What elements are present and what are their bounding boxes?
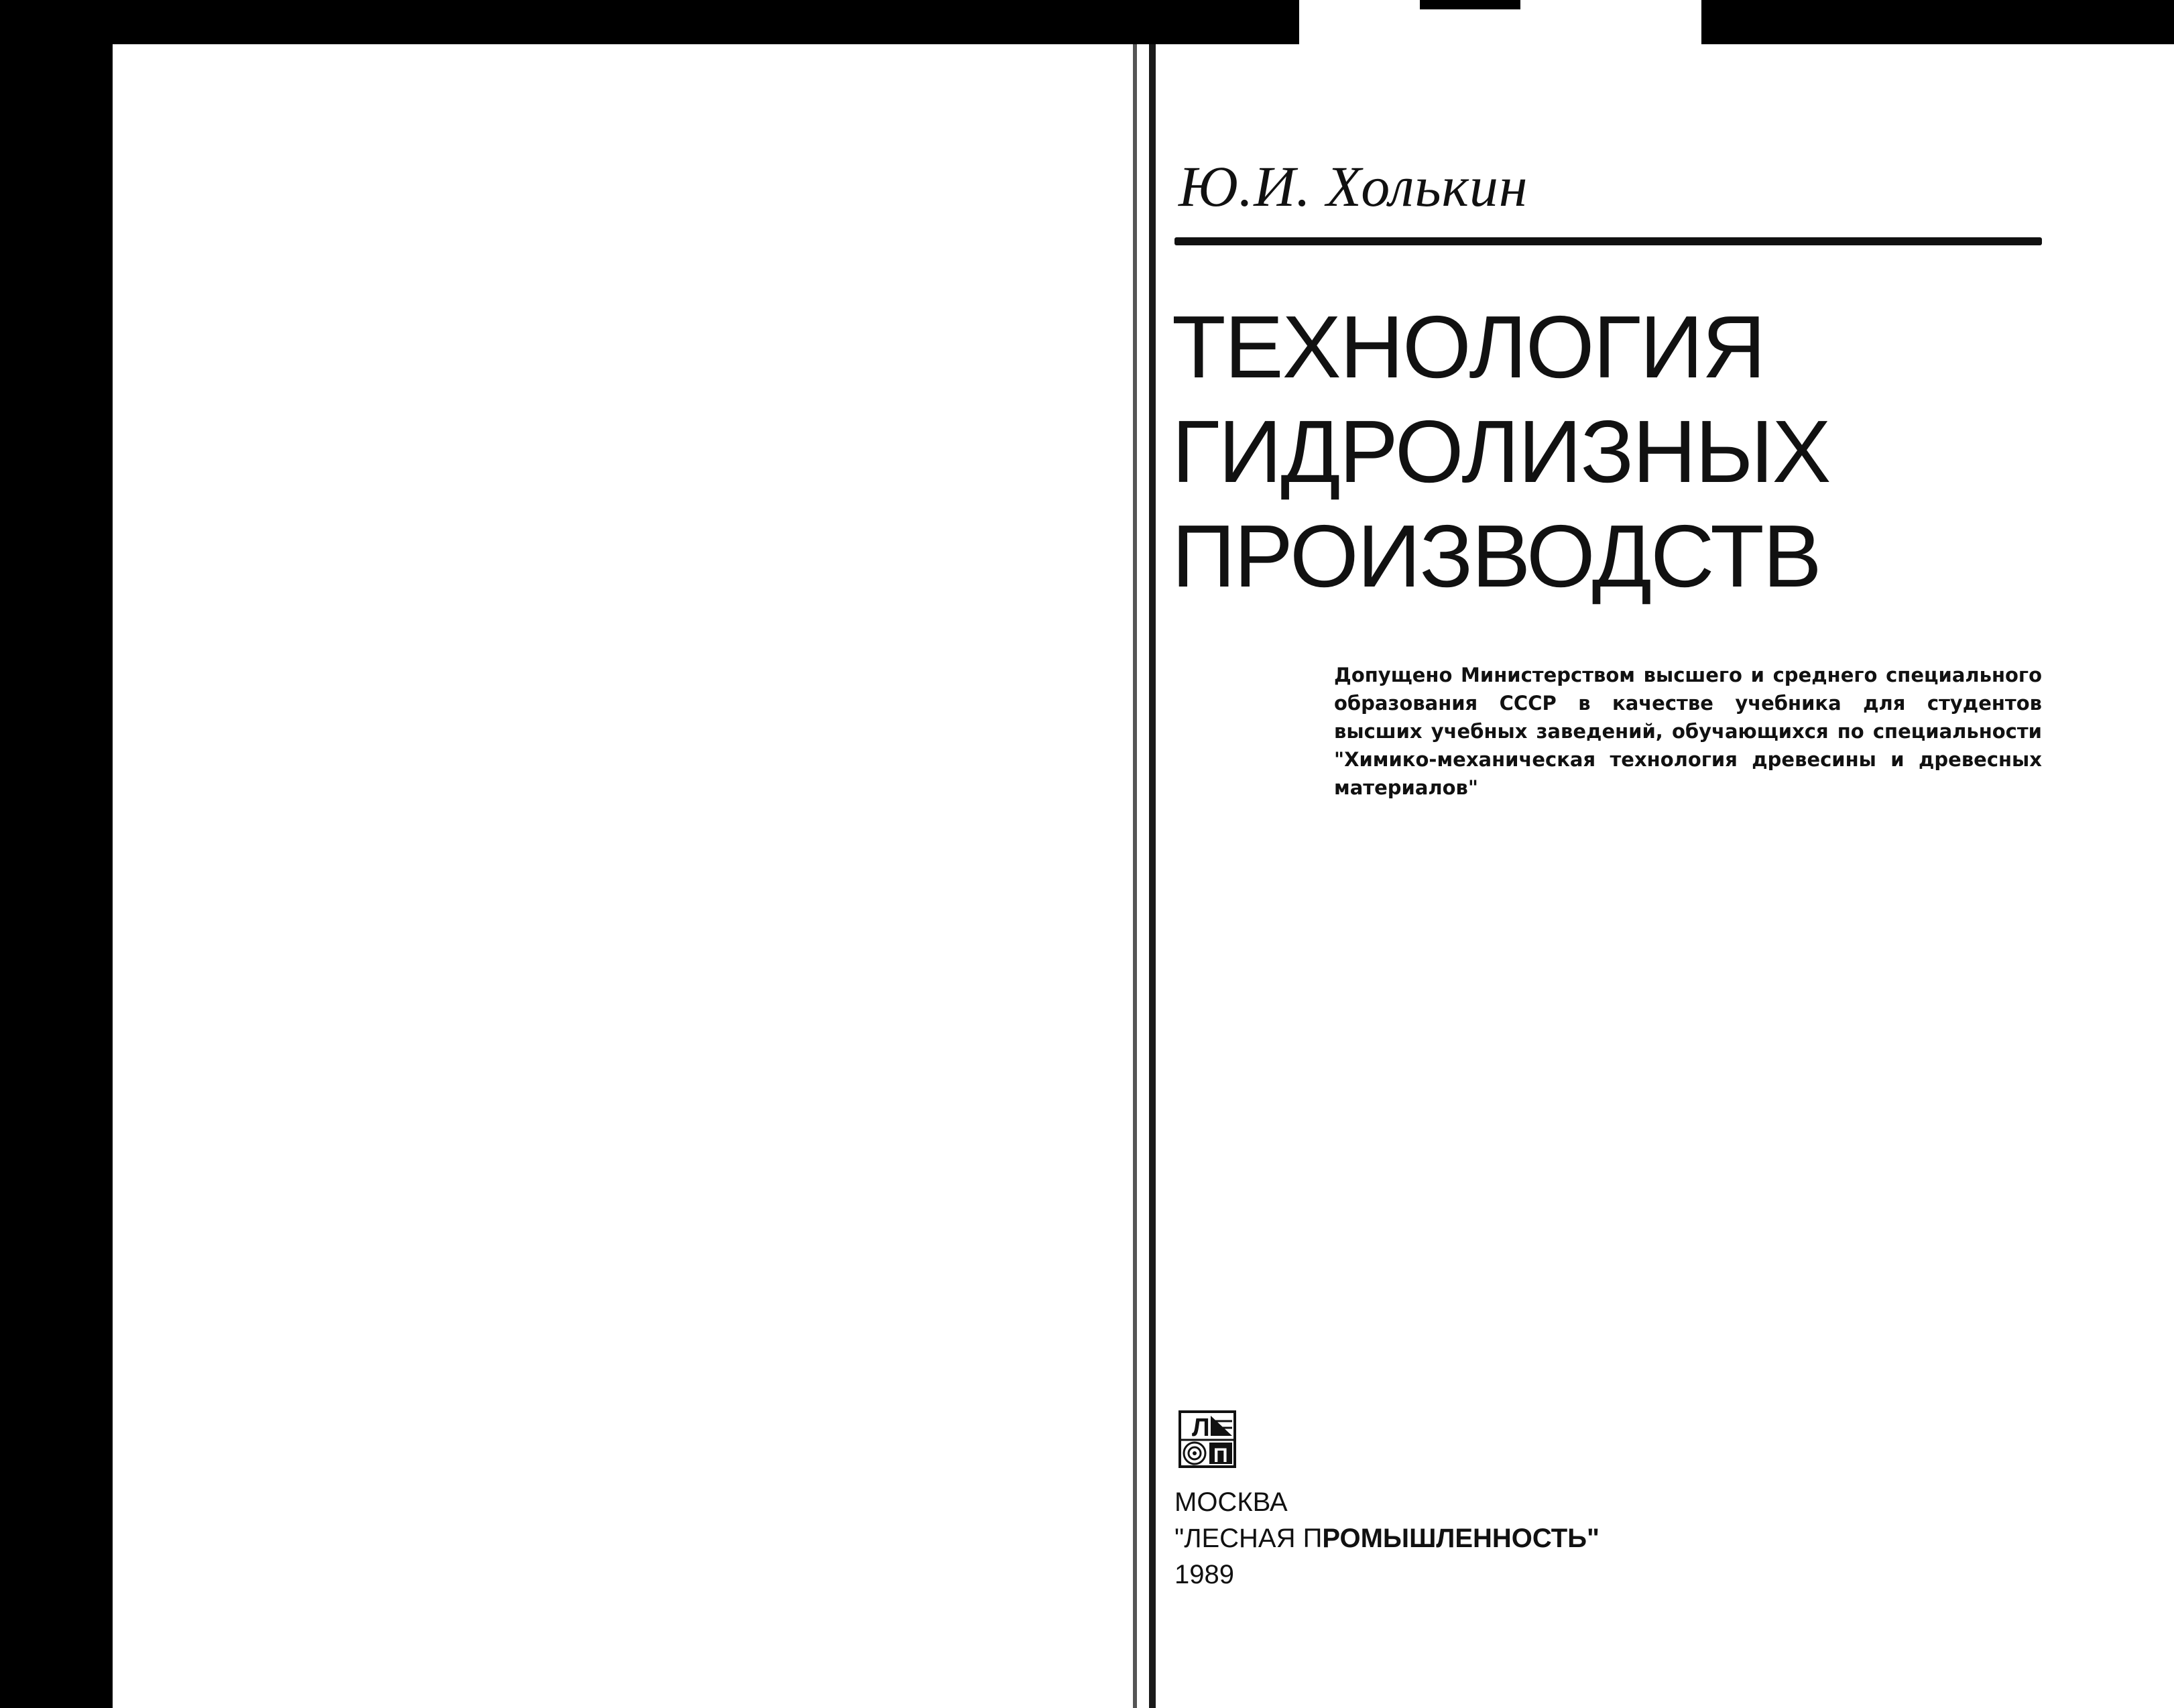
publisher-block [1174,1484,1599,1593]
publisher-name-bold: РОМЫШЛЕННОСТЬ" [1322,1524,1599,1553]
publisher-logo-icon [1179,1410,1236,1468]
title-line-2: ГИДРОЛИЗНЫХ [1172,402,1830,501]
author-name: Ю.И. Холькин [1179,154,1528,219]
title-rule [1174,237,2042,245]
publisher-name [1174,1520,1599,1557]
publisher-name-regular: "ЛЕСНАЯ П [1174,1524,1323,1553]
title-line-3: ПРОИЗВОДСТВ [1172,507,1821,605]
scan-notch [1420,0,1520,9]
title-line-1: ТЕХНОЛОГИЯ [1172,298,1765,396]
logo-letter-l: Л [1192,1414,1210,1442]
scan-border-top [0,0,1299,44]
scan-border-left [0,0,113,1708]
publication-year: 1989 [1174,1560,1234,1589]
approval-statement: Допущено Министерством высшего и среднего специального образования СССР в качестве учебника для студентов высших учебных заведений, обучающихся по специальности "Химико-механическая технология древесины и древесных материалов" [1334,664,2042,799]
publisher-city: МОСКВА [1174,1487,1288,1517]
book-title [1172,295,1830,609]
book-spine-shadow [1133,44,1137,1708]
logo-letter-p: П [1213,1445,1228,1467]
scan-border-top-right [1701,0,2174,44]
book-spine [1149,44,1156,1708]
